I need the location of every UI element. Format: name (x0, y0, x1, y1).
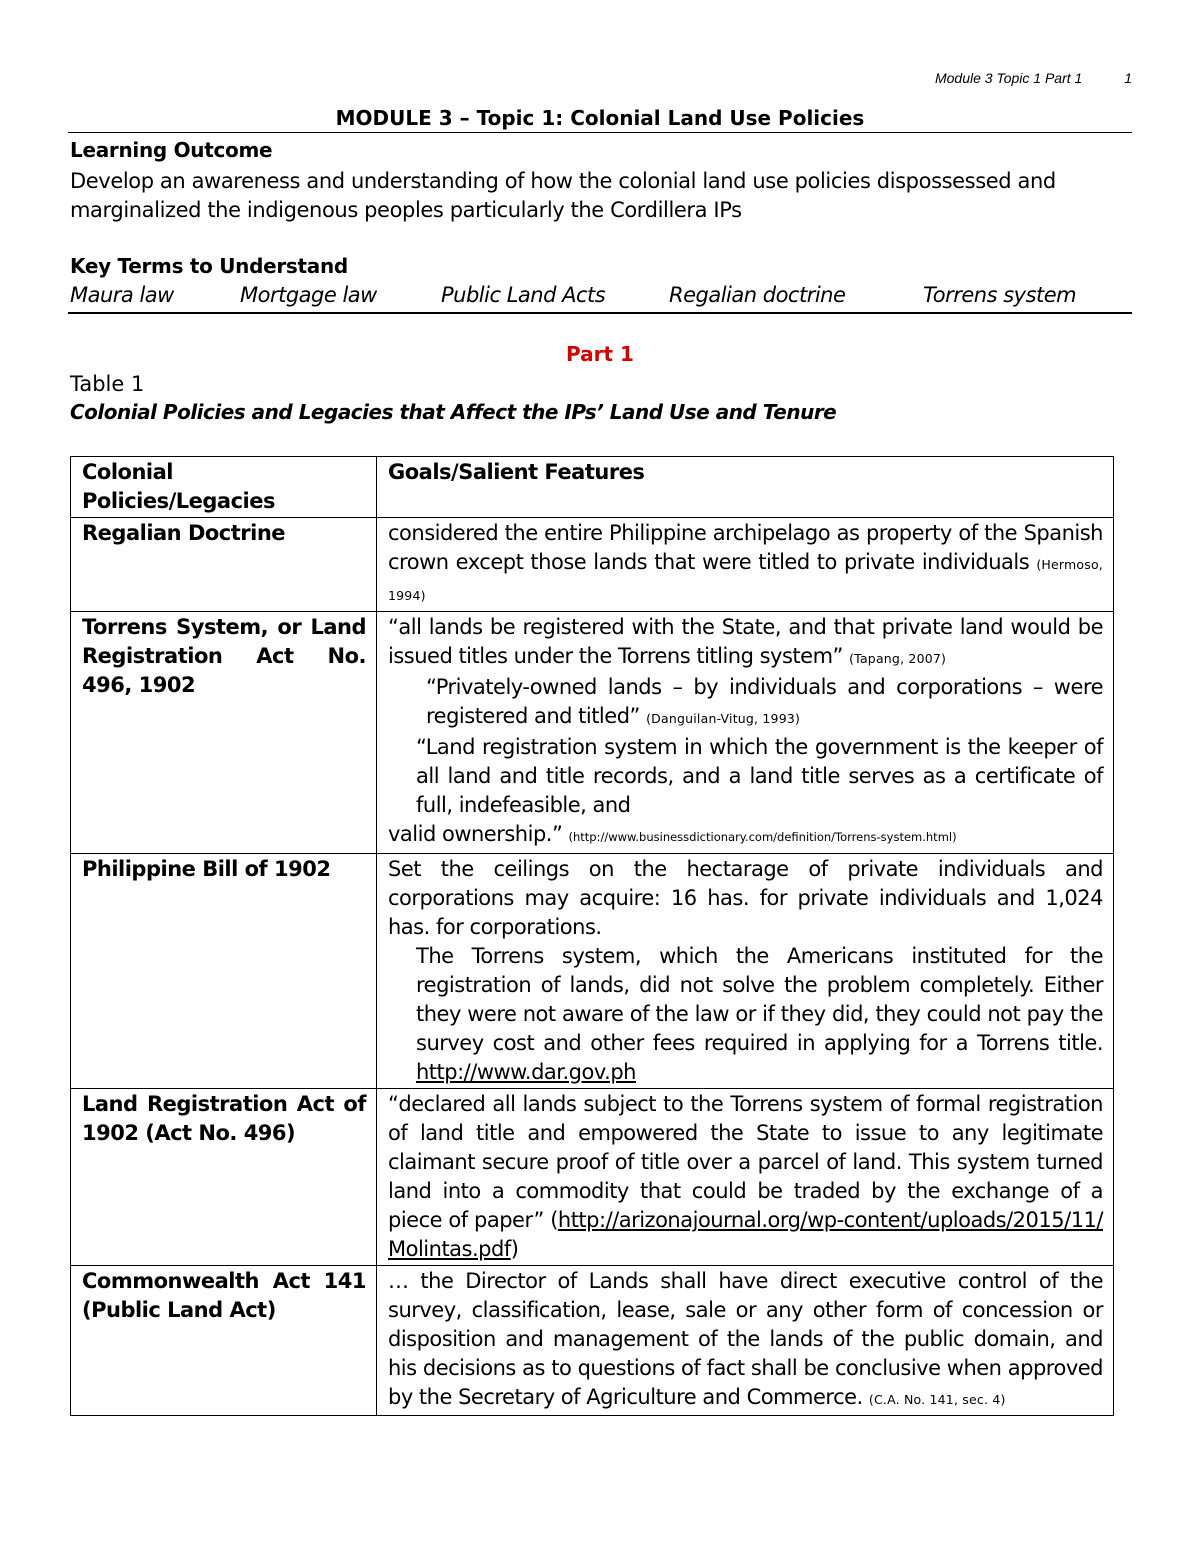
citation: (Danguilan-Vitug, 1993) (646, 711, 801, 726)
features-text: … the Director of Lands shall have direct executive control of the survey, classification, lease, sale or any other form of concession or disposition and management of the lands of the public domain, and his decisions as to questions of fact shall be conclusive when approved by the Secretary of Agriculture and Commerce. (388, 1269, 1103, 1409)
citation: (Hermoso, 1994) (388, 557, 1103, 603)
key-term: Mortgage law (240, 283, 377, 307)
column-header-features: Goals/Salient Features (377, 457, 1114, 518)
policy-features (377, 1266, 1114, 1416)
policy-features (377, 518, 1114, 612)
table-label: Table 1 (70, 372, 145, 396)
table-caption: Colonial Policies and Legacies that Affect the IPs’ Land Use and Tenure (70, 400, 837, 424)
key-term: Public Land Acts (441, 283, 606, 307)
table-row (71, 1266, 1114, 1416)
policy-name: Torrens System, or Land Registration Act No. 496, 1902 (71, 612, 377, 854)
features-text: considered the entire Philippine archipelago as property of the Spanish crown except those lands that were titled to private individuals (388, 521, 1103, 574)
page-title: MODULE 3 – Topic 1: Colonial Land Use Policies (68, 106, 1132, 133)
column-header-policies: Colonial Policies/Legacies (71, 457, 377, 518)
policy-name: Commonwealth Act 141 (Public Land Act) (71, 1266, 377, 1416)
policy-name: Regalian Doctrine (71, 518, 377, 612)
table-row (71, 854, 1114, 1089)
running-title: Module 3 Topic 1 Part 1 (934, 70, 1083, 86)
table-row (71, 612, 1114, 854)
features-text: “all lands be registered with the State, and that private land would be issued titles under the Torrens titling system” (388, 615, 1103, 668)
key-terms-heading: Key Terms to Understand (70, 254, 348, 278)
features-text: “declared all lands subject to the Torrens system of formal registration of land title and empowered the State to issue to any legitimate claimant secure proof of title over a parcel of land. This system turned land into a commodity that could be traded by the exchange of a piece of paper” (388, 1092, 1103, 1232)
citation-link[interactable]: (http://www.businessdictionary.com/definition/Torrens-system.html) (568, 830, 957, 844)
running-header (0, 70, 1132, 86)
key-terms-list (68, 282, 1132, 314)
key-term: Regalian doctrine (669, 283, 846, 307)
citation: (C.A. No. 141, sec. 4) (868, 1392, 1006, 1407)
policy-features: “declared all lands subject to the Torrens system of formal registration of land title and empowered the State to issue to any legitimate claimant secure proof of title over a parcel of land. This system turned land into a commodity that could be traded by the exchange of a piece of paper” (http://arizonajournal.org/wp-content/uploads/2015/11/Molintas.pdf) (377, 1089, 1114, 1266)
policy-features (377, 612, 1114, 854)
key-term: Maura law (70, 283, 174, 307)
features-text: “Land registration system in which the government is the keeper of all land and title records, and a land title serves as a certificate of full, indefeasible, and (416, 735, 1103, 817)
table-row (71, 518, 1114, 612)
learning-outcome-heading: Learning Outcome (70, 138, 273, 162)
features-text: “Privately-owned lands – by individuals and corporations – were registered and titled” (426, 675, 1103, 728)
features-text: Set the ceilings on the hectarage of private individuals and corporations may acquire: 16 has. for private individuals and 1,024 has. for corporations. (388, 857, 1103, 939)
key-term: Torrens system (923, 283, 1077, 307)
part-heading: Part 1 (566, 342, 634, 366)
learning-outcome-text: Develop an awareness and understanding of how the colonial land use policies dispossessed and marginalized the indigenous peoples particularly the Cordillera IPs (70, 169, 1056, 222)
source-link[interactable]: http://arizonajournal.org/wp-content/uploads/2015/11/Molintas.pdf (388, 1208, 1103, 1261)
page-number: 1 (1124, 70, 1132, 86)
citation: (Tapang, 2007) (849, 651, 947, 666)
features-text: The Torrens system, which the Americans instituted for the registration of lands, did not solve the problem completely. Either they were not aware of the law or if they did, they could not pay the survey cost and other fees required in applying for a Torrens title. (416, 944, 1103, 1055)
policy-features (377, 854, 1114, 1089)
policies-table (70, 456, 1114, 1416)
table-row (71, 1089, 1114, 1266)
table-header-row (71, 457, 1114, 518)
features-text: valid ownership.” (388, 822, 563, 846)
source-link[interactable]: http://www.dar.gov.ph (416, 1060, 636, 1084)
policy-name: Philippine Bill of 1902 (71, 854, 377, 1089)
policy-name: Land Registration Act of 1902 (Act No. 496) (71, 1089, 377, 1266)
